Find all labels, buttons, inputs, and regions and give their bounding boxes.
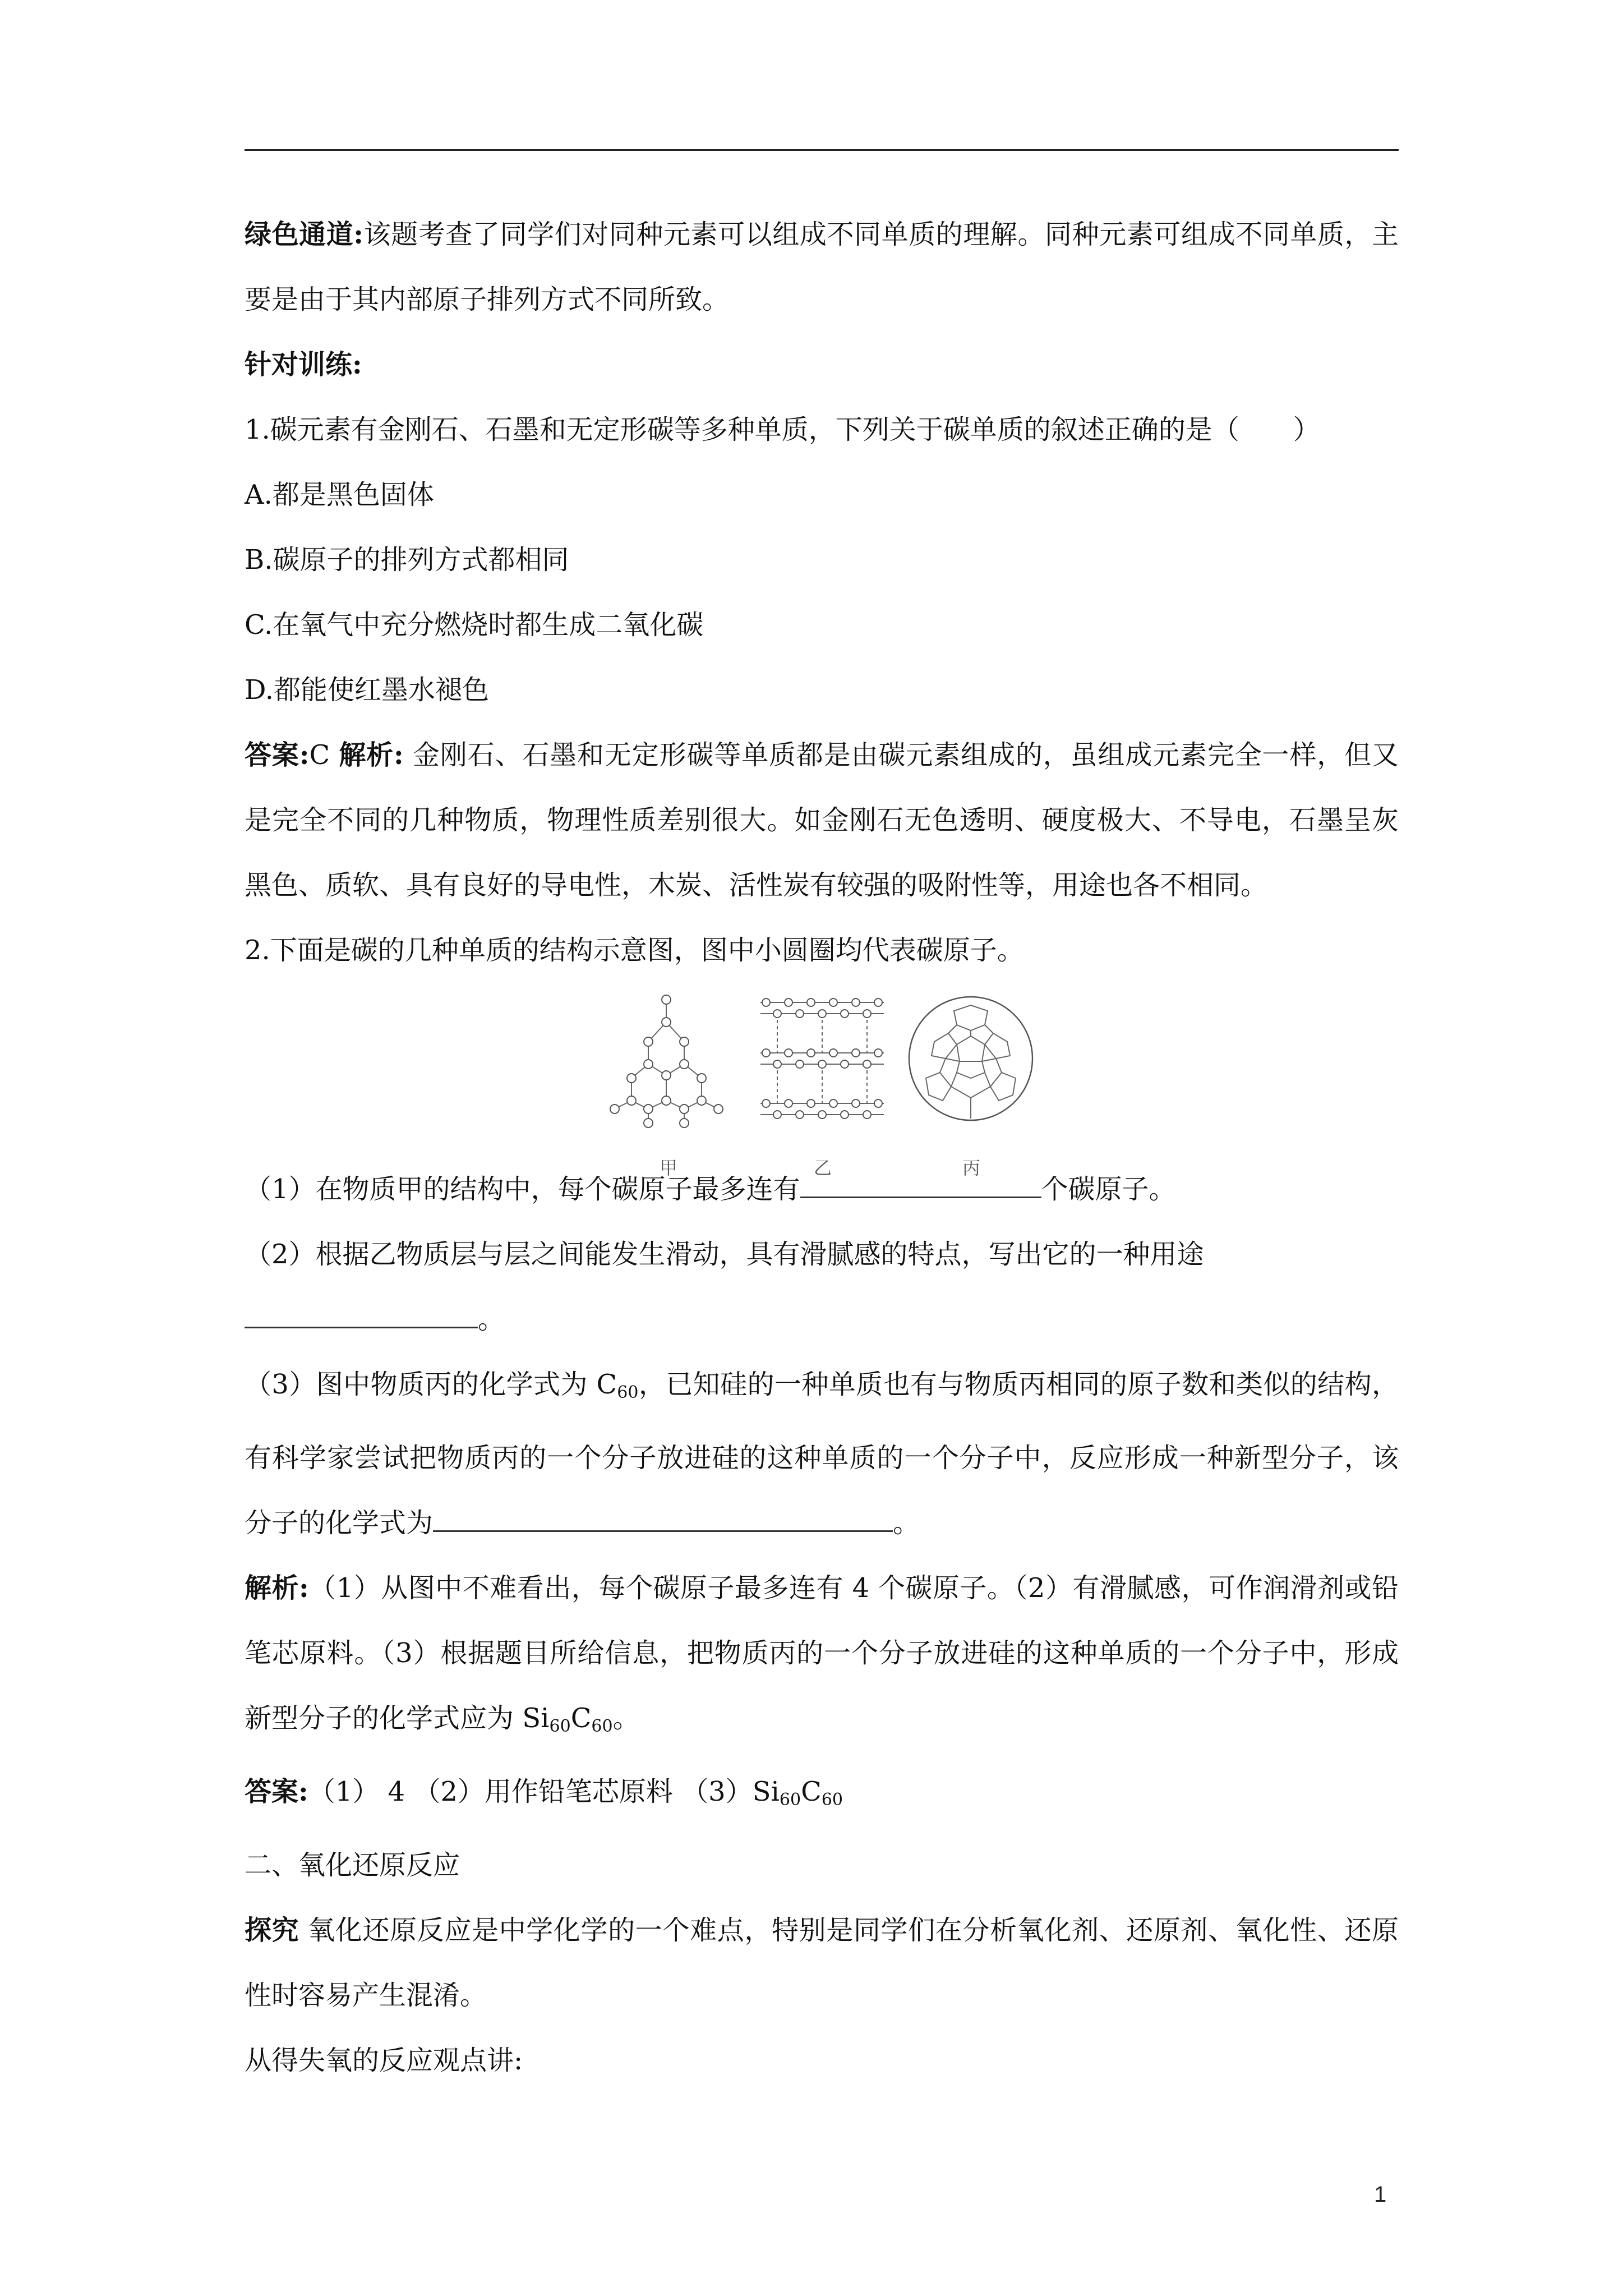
question-2-part-2 — [245, 1222, 1399, 1352]
question-1-option-a: A.都是黑色固体 — [245, 479, 434, 510]
oxygen-viewpoint-line: 从得失氧的反应观点讲: — [245, 2045, 523, 2076]
answer-blank-2[interactable] — [245, 1303, 478, 1328]
question-1-option-d: D.都能使红墨水褪色 — [245, 674, 490, 706]
answer-value: C — [309, 739, 339, 771]
graphite-structure-diagram — [755, 988, 889, 1129]
explore-text: 氧化还原反应是中学化学的一个难点，特别是同学们在分析氧化剂、还原剂、氧化性、还原性时容易产生混淆。 — [245, 1915, 1399, 2011]
part-1-suffix: 个碳原子。 — [1041, 1174, 1176, 1205]
analysis-text-a: （1）从图中不难看出，每个碳原子最多连有 4 个碳原子。（2）有滑腻感，可作润滑剂或铅笔芯原料。（3）根据题目所给信息，把物质丙的一个分子放进硅的这种单质的一个分子中，形成新型分子的化学式应为 Si — [245, 1572, 1399, 1734]
question-2-answer — [245, 1759, 1399, 1833]
subscript-60: 60 — [617, 1383, 639, 1402]
question-1-answer — [245, 723, 1399, 918]
c60-structure-diagram — [901, 988, 1041, 1129]
header-rule — [245, 149, 1399, 151]
carbon-structures-figure — [245, 988, 1399, 1179]
training-heading: 针对训练: — [245, 349, 362, 380]
question-1-stem: 1.碳元素有金刚石、石墨和无定形碳等多种单质，下列关于碳单质的叙述正确的是（ ） — [245, 414, 1320, 445]
question-1-option-c: C.在氧气中充分燃烧时都生成二氧化碳 — [245, 609, 704, 641]
part-3-text-b: ，已知硅的一种单质也有与物质丙相同的原子数和类似的结构，有科学家尝试把物质丙的一个分子放进硅的这种单质的一个分子中，反应形成一种新型分子，该分子的化学式为 — [245, 1369, 1399, 1539]
answer-blank-3[interactable] — [433, 1506, 893, 1532]
answer-c: C — [801, 1776, 822, 1807]
subscript-60-si: 60 — [549, 1717, 571, 1736]
subscript-60-si: 60 — [779, 1790, 801, 1810]
green-channel-text: 该题考查了同学们对同种元素可以组成不同单质的理解。同种元素可组成不同单质，主要是由于其内部原子排列方式不同所致。 — [245, 219, 1399, 315]
analysis-label: 解析: — [339, 739, 404, 771]
question-2-stem: 2.下面是碳的几种单质的结构示意图，图中小圆圈均代表碳原子。 — [245, 935, 1024, 966]
question-2-analysis — [245, 1556, 1399, 1759]
part-3-text-a: （3）图中物质丙的化学式为 C — [245, 1369, 617, 1400]
figure-label-yi: 乙 — [814, 1157, 832, 1179]
question-1-option-b: B.碳原子的排列方式都相同 — [245, 544, 569, 576]
figure-label-jia: 甲 — [660, 1157, 678, 1179]
analysis-text: 金刚石、石墨和无定形碳等单质都是由碳元素组成的，虽组成元素完全一样，但又是完全不同的几种物质，物理性质差别很大。如金刚石无色透明、硬度极大、不导电，石墨呈灰黑色、质软、具有良好的导电性，木炭、活性炭有较强的吸附性等，用途也各不相同。 — [245, 739, 1399, 901]
page-number: 1 — [1374, 2182, 1387, 2207]
green-channel-label: 绿色通道: — [245, 219, 364, 250]
part-2-suffix: 。 — [478, 1304, 505, 1335]
green-channel-paragraph — [245, 202, 1399, 332]
question-2-part-3 — [245, 1352, 1399, 1556]
diamond-structure-diagram — [603, 988, 732, 1129]
analysis-label: 解析: — [245, 1572, 309, 1604]
answer-blank-1[interactable] — [800, 1172, 1041, 1198]
section-2-heading: 二、氧化还原反应 — [245, 1849, 460, 1881]
analysis-c: C — [570, 1703, 592, 1734]
figure-label-bing: 丙 — [962, 1157, 981, 1179]
explore-label: 探究 — [245, 1915, 299, 1946]
part-3-suffix: 。 — [893, 1507, 920, 1539]
explore-paragraph — [245, 1898, 1399, 2028]
subscript-60-c: 60 — [821, 1790, 843, 1810]
answer-label: 答案: — [245, 739, 310, 771]
analysis-end: 。 — [612, 1703, 640, 1734]
document-body — [245, 202, 1399, 2093]
part-2-text: （2）根据乙物质层与层之间能发生滑动，具有滑腻感的特点，写出它的一种用途 — [245, 1239, 1204, 1270]
answer-text-a: （1） 4 （2）用作铅笔芯原料 （3）Si — [308, 1776, 780, 1807]
subscript-60-c: 60 — [591, 1717, 613, 1736]
answer-label: 答案: — [245, 1776, 308, 1807]
part-1-text: （1）在物质甲的结构中，每个碳原子最多连有 — [245, 1174, 800, 1205]
